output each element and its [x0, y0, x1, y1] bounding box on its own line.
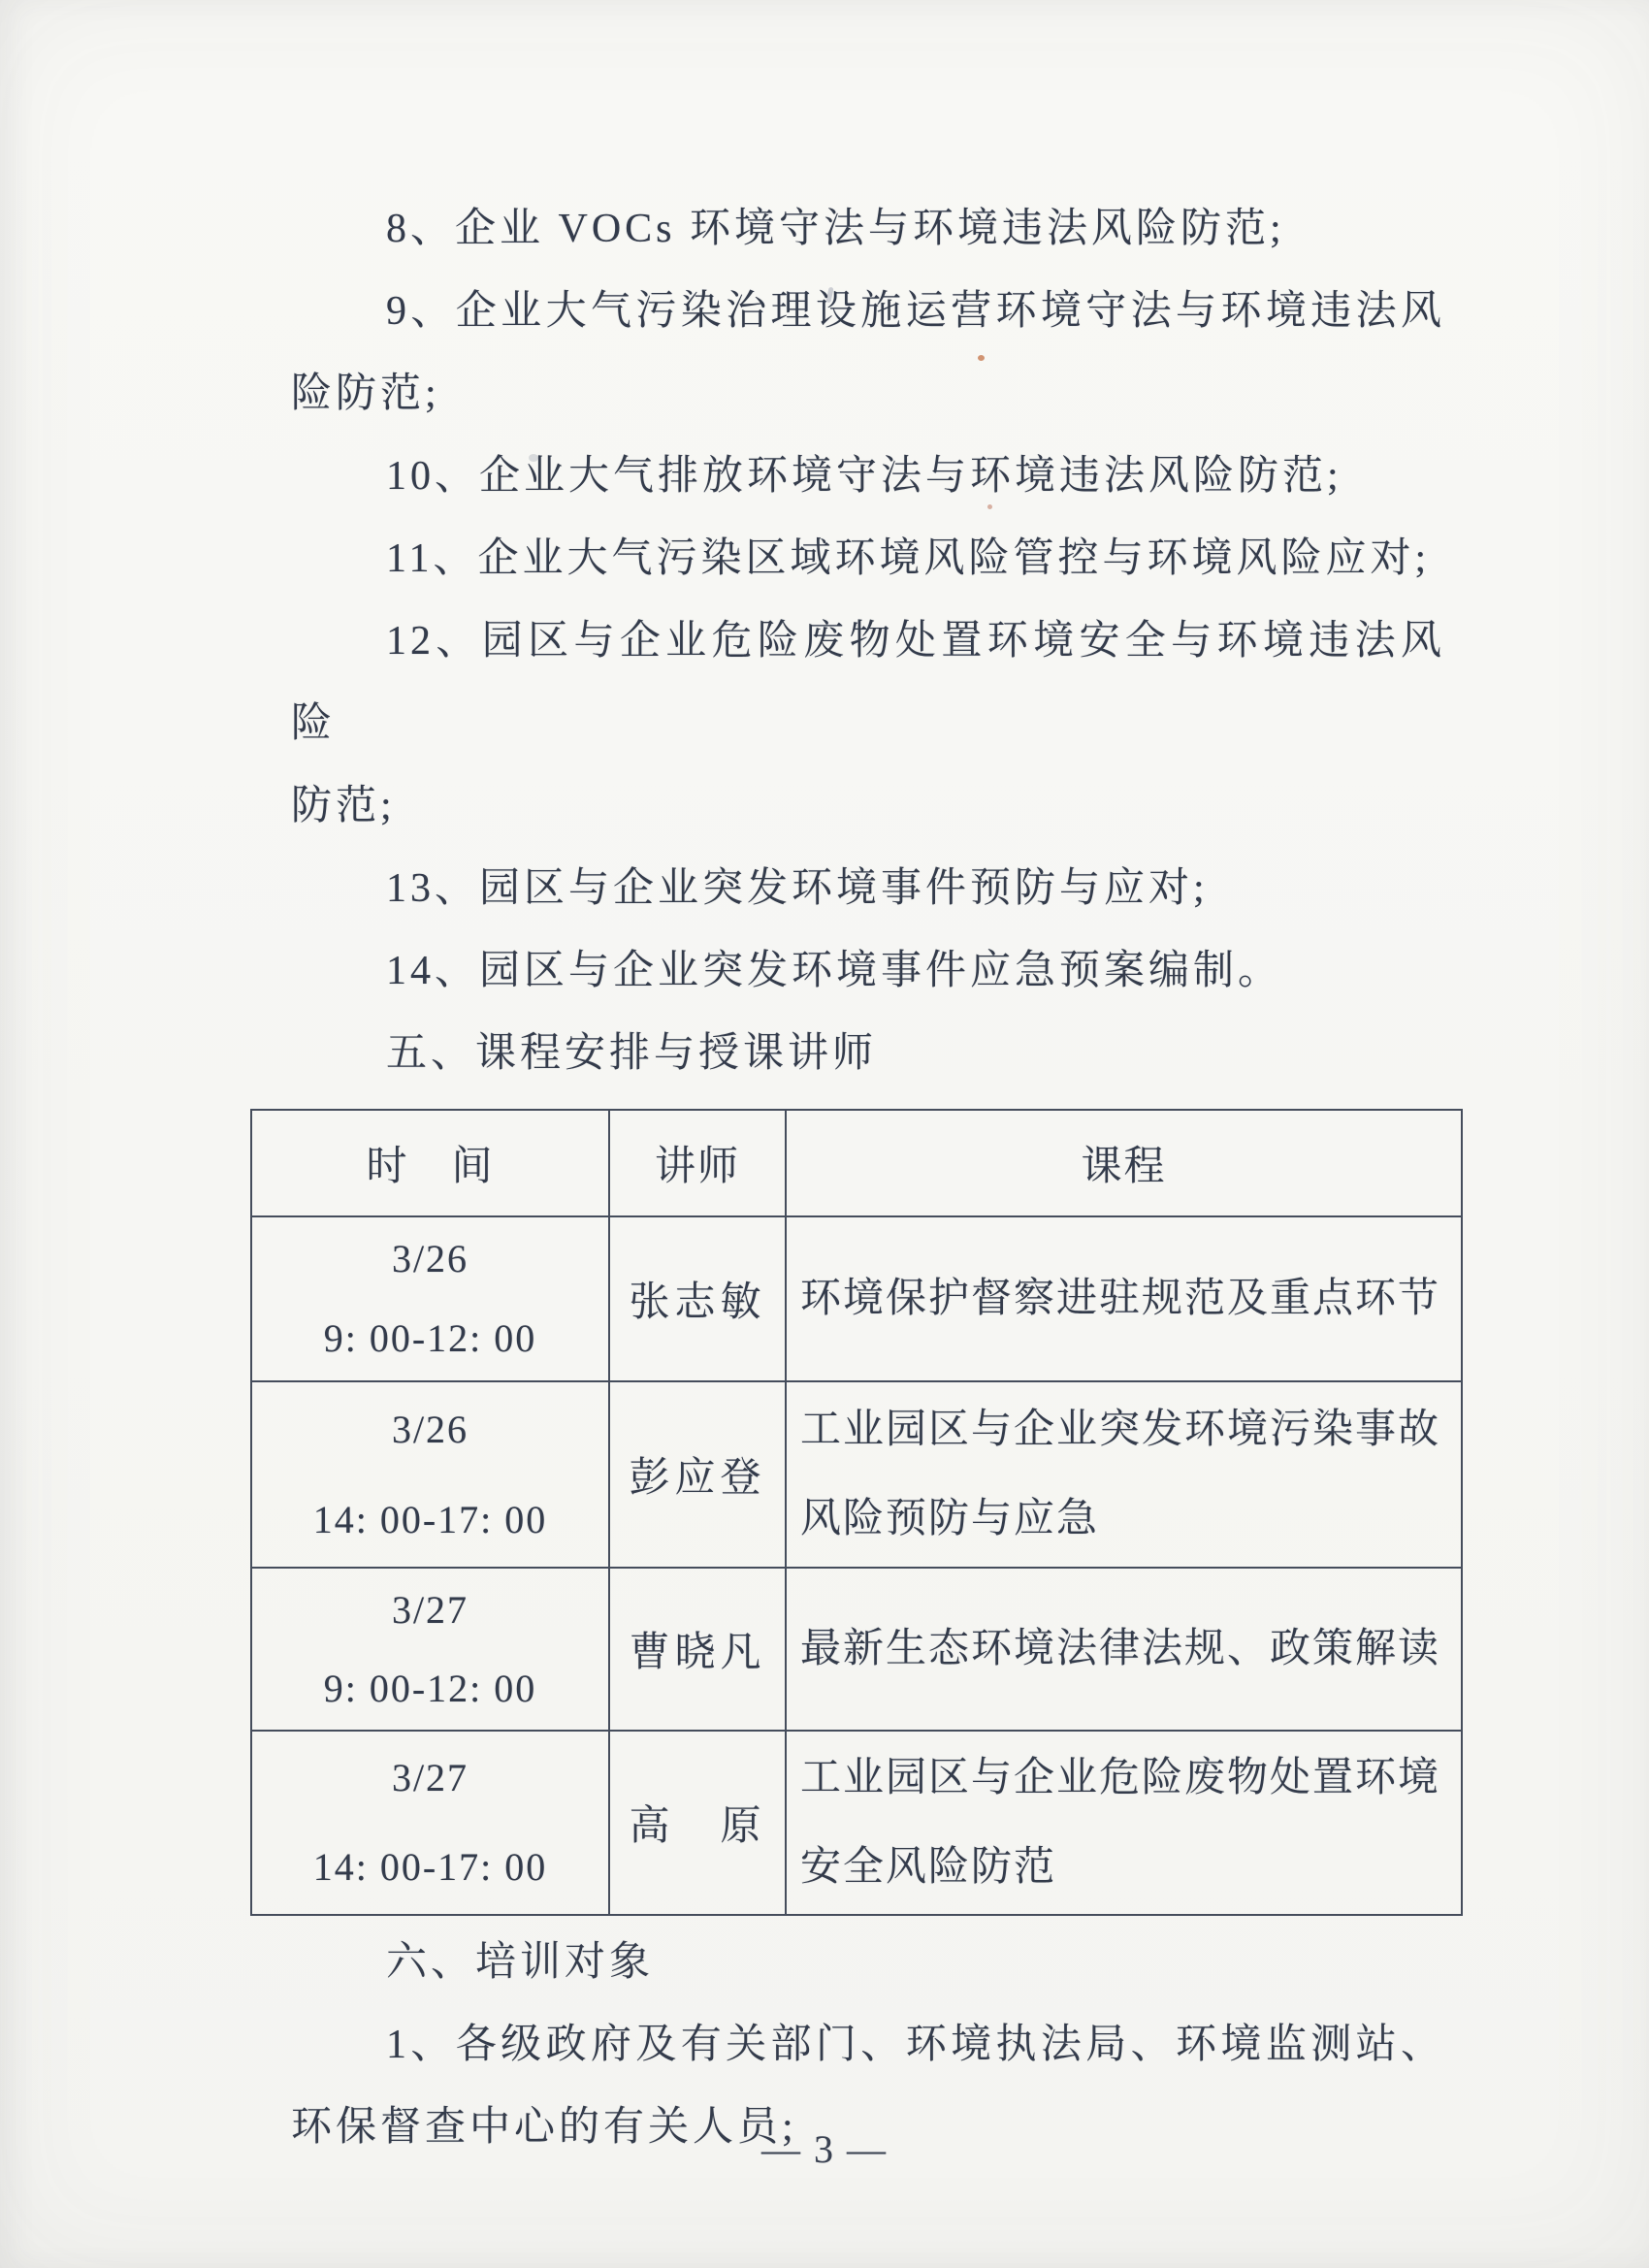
table-row	[251, 1568, 1462, 1731]
table-header-row	[251, 1110, 1462, 1216]
table-row	[251, 1731, 1462, 1915]
session-time: 14: 00-17: 00	[312, 1845, 548, 1889]
session-date: 3/27	[391, 1587, 469, 1632]
list-item-13: 13、园区与企业突发环境事件预防与应对;	[386, 866, 1209, 911]
cell-time	[251, 1568, 609, 1731]
list-item-12-continuation: 防范;	[291, 784, 396, 828]
trainee-item-1: 1、各级政府及有关部门、环境执法局、环境监测站、	[386, 2023, 1445, 2067]
table-row	[251, 1381, 1462, 1568]
section-heading-5: 五、课程安排与授课讲师	[386, 1031, 878, 1076]
cell-time	[251, 1381, 609, 1568]
session-time: 9: 00-12: 00	[323, 1666, 537, 1710]
list-item-11: 11、企业大气污染区域环境风险管控与环境风险应对;	[386, 536, 1431, 581]
session-date: 3/27	[391, 1756, 469, 1799]
course-schedule-table	[250, 1109, 1463, 1916]
session-date: 3/26	[391, 1407, 469, 1451]
trainee-item-1-continuation: 环保督查中心的有关人员;	[291, 2105, 797, 2150]
cell-course: 工业园区与企业突发环境污染事故风险预防与应急	[786, 1381, 1462, 1568]
list-item-8: 8、企业 VOCs 环境守法与环境违法风险防范;	[386, 207, 1285, 251]
cell-lecturer: 张志敏	[609, 1216, 786, 1381]
cell-course: 最新生态环境法律法规、政策解读	[786, 1568, 1462, 1731]
cell-lecturer: 彭应登	[609, 1381, 786, 1568]
session-time: 14: 00-17: 00	[312, 1497, 548, 1541]
page-number: — 3 —	[761, 2127, 888, 2171]
list-item-9: 9、企业大气污染治理设施运营环境守法与环境违法风	[386, 289, 1445, 334]
column-header-lecturer: 讲师	[609, 1110, 786, 1216]
session-date: 3/26	[391, 1237, 469, 1280]
list-item-14: 14、园区与企业突发环境事件应急预案编制。	[386, 949, 1283, 993]
cell-course: 环境保护督察进驻规范及重点环节	[786, 1216, 1462, 1381]
cell-lecturer: 高 原	[609, 1731, 786, 1915]
list-item-10: 10、企业大气排放环境守法与环境违法风险防范;	[386, 454, 1342, 499]
session-time: 9: 00-12: 00	[323, 1316, 537, 1360]
cell-time	[251, 1731, 609, 1915]
list-item-12: 12、园区与企业危险废物处置环境安全与环境违法风险	[291, 619, 1445, 746]
column-header-time: 时 间	[251, 1110, 609, 1216]
cell-time	[251, 1216, 609, 1381]
table-row	[251, 1216, 1462, 1381]
list-item-9-continuation: 险防范;	[291, 372, 440, 416]
document-body	[291, 188, 1445, 2169]
cell-lecturer: 曹晓凡	[609, 1568, 786, 1731]
section-heading-6: 六、培训对象	[386, 1940, 655, 1985]
column-header-course: 课程	[786, 1110, 1462, 1216]
cell-course: 工业园区与企业危险废物处置环境安全风险防范	[786, 1731, 1462, 1915]
